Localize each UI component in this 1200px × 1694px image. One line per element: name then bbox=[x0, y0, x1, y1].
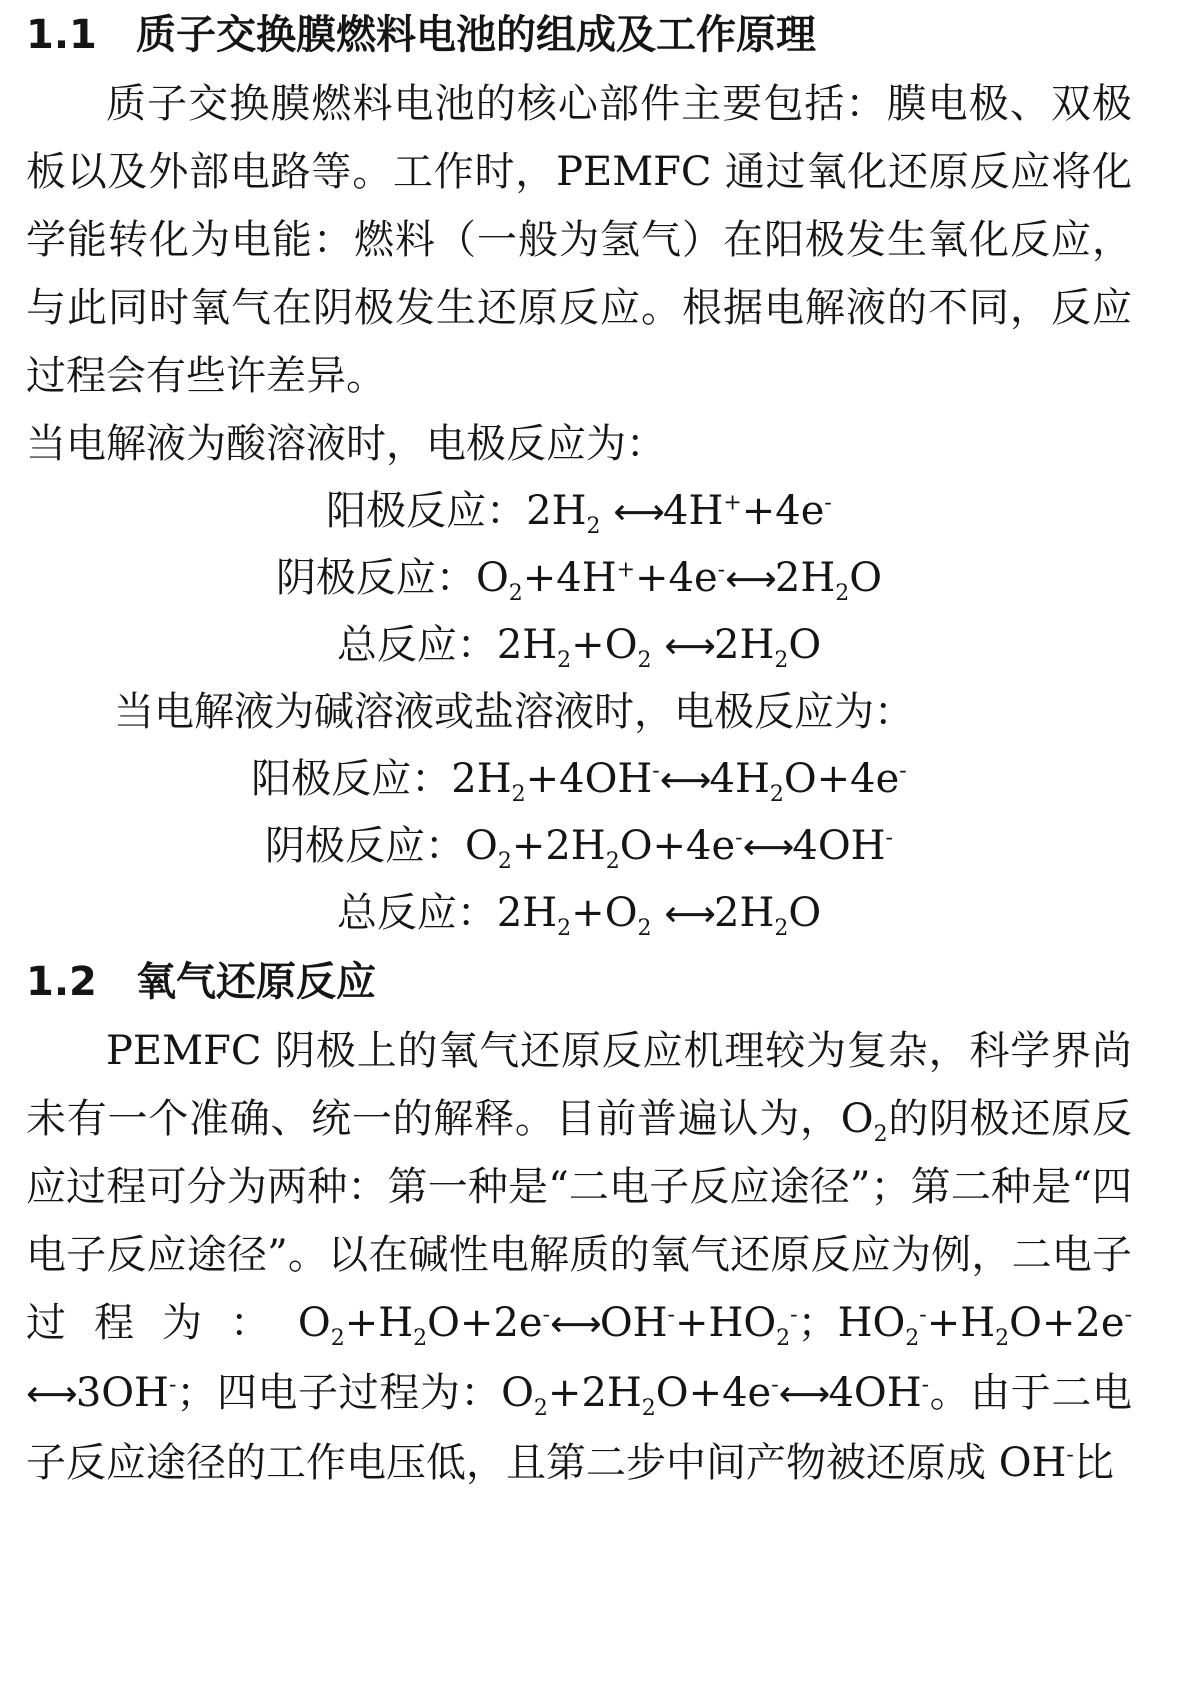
section-title: 氧气还原反应 bbox=[136, 959, 376, 1005]
document-page bbox=[26, 0, 1132, 1497]
intro-paragraph: 质子交换膜燃料电池的核心部件主要包括：膜电极、双极板以及外部电路等。工作时，PEMFC 通过氧化还原反应将化学能转化为电能：燃料（一般为氢气）在阳极发生氧化反应，与此同时氧气在阴极发生还原反应。根据电解液的不同，反应过程会有些许差异。 当电解液为酸溶液时，电极反应为： bbox=[26, 81, 1132, 467]
alkaline-cathode-equation: 阴极反应：$O_2+2H_2O+4e^-⟷4OH^-$ bbox=[265, 823, 893, 874]
orr-paragraph: PEMFC 阴极上的氧气还原反应机理较为复杂，科学界尚未有一个准确、统一的解释。目前普遍认为，$O_2$的阴极还原反应过程可分为两种：第一种是“二电子反应途径”；第二种是“四电子反应途径”。以在碱性电解质的氧气还原反应为例，二电子过程为：$O_2+H_2O+2e^-⟷OH^-+HO_2^-$；$HO_2^-+H_2O+2e^-⟷3OH^-$；四电子过程为：$O_2+2H_2O+4e^-⟷4OH^-$。由于二电子反应途径的工作电压低，且第二步中间产物被还原成 OH-比 bbox=[26, 1028, 1133, 1486]
alkaline-anode-equation: 阳极反应：$2H_2+4OH^-⟷4H_2O+4e^-$ bbox=[251, 756, 907, 807]
alkaline-intro: 当电解液为碱溶液或盐溶液时，电极反应为： bbox=[114, 689, 914, 735]
section-heading-1-1 bbox=[26, 0, 1132, 70]
section-title: 质子交换膜燃料电池的组成及工作原理 bbox=[136, 12, 816, 58]
acid-total-equation: 总反应：$2H_2+O_2$ $⟷2H_2O$ bbox=[336, 622, 822, 673]
section-heading-1-2 bbox=[26, 947, 1132, 1017]
acid-cathode-equation: 阴极反应：$O_2+4H^++4e^-⟷2H_2O$ bbox=[275, 555, 883, 606]
alkaline-total-equation: 总反应：$2H_2+O_2$ $⟷2H_2O$ bbox=[336, 890, 822, 941]
section-number: 1.1 bbox=[26, 12, 97, 58]
acid-anode-equation: 阳极反应：$2H_2$ ⟷4H++4e- bbox=[326, 488, 832, 539]
section-number: 1.2 bbox=[26, 959, 97, 1005]
